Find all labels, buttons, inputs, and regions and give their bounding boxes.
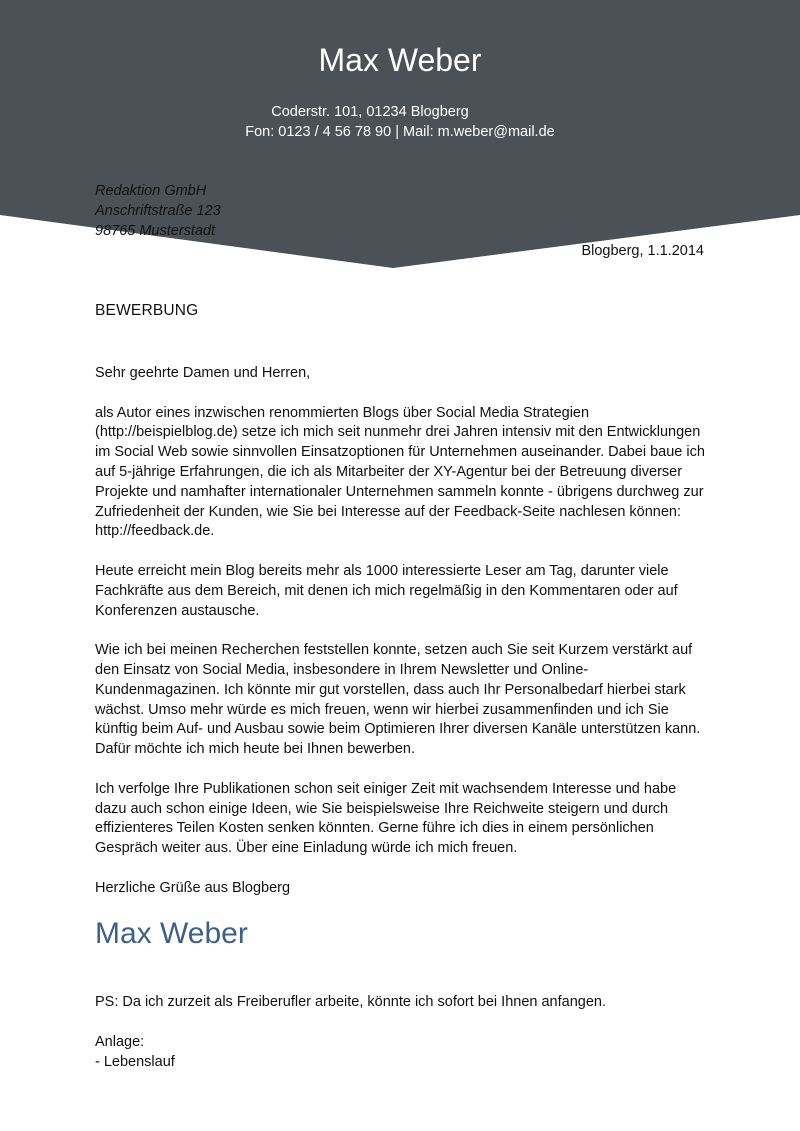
letter-date: Blogberg, 1.1.2014 <box>581 243 704 259</box>
recipient-address <box>95 181 221 241</box>
header-contact: Fon: 0123 / 4 56 78 90 | Mail: m.weber@mail.de <box>245 124 555 140</box>
body-paragraph: als Autor eines inzwischen renommierten Blogs über Social Media Strategien (http://beispielblog.de) setze ich mich seit nunmehr drei Jahren intensiv mit den Entwicklungen im Social Web sowie sinnvollen Einsatzoptionen für Unternehmen auseinander. Dabei baue ich auf 5-jährige Erfahrungen, die ich als Mitarbeiter der XY-Agentur bei der Betreuung diverser Projekte und namhafter internationaler Unternehmen sammeln konnte - übrigens durchweg zur Zufriedenheit der Kunden, wie Sie bei Interesse auf der Feedback-Seite nachlesen können: http://feedback.de. <box>95 404 705 540</box>
signature-name: Max Weber <box>95 917 248 950</box>
body-paragraph: Ich verfolge Ihre Publikationen schon seit einiger Zeit mit wachsendem Interesse und habe dazu auch schon einige Ideen, wie Sie beispielsweise Ihre Reichweite steigern und durch effizienteres Teilen Kosten senken könnten. Gerne führe ich dies in einem persönlichen Gespräch weiter aus. Über eine Einladung würde ich mich freuen. <box>95 780 677 857</box>
body-paragraph: Wie ich bei meinen Recherchen feststellen konnte, setzen auch Sie seit Kurzem verstärkt auf den Einsatz von Social Media, insbesondere in Ihrem Newsletter und Online-Kundenmagazinen. Ich könnte mir gut vorstellen, dass auch Ihr Personalbedarf hierbei stark wächst. Umso mehr würde es mich freuen, wenn wir hierbei zusammenfinden und ich Sie künftig beim Auf- und Ausbau sowie beim Optimieren Ihrer diversen Kanäle unterstützen kann. Dafür möchte ich mich heute bei Ihnen bewerben. <box>95 642 701 758</box>
letter-body <box>95 364 707 918</box>
header-name: Max Weber <box>318 42 482 78</box>
closing: Herzliche Grüße aus Blogberg <box>95 879 291 896</box>
recipient-company: Redaktion GmbH <box>95 183 207 199</box>
letter-subject: BEWERBUNG <box>95 302 199 319</box>
recipient-city: 98765 Musterstadt <box>95 223 216 239</box>
salutation: Sehr geehrte Damen und Herren, <box>95 365 311 381</box>
recipient-street: Anschriftstraße 123 <box>95 203 221 219</box>
attachment-item: - Lebenslauf <box>95 1054 175 1070</box>
postscript: PS: Da ich zurzeit als Freiberufler arbeite, könnte ich sofort bei Ihnen anfangen. <box>95 994 607 1010</box>
body-paragraph: Heute erreicht mein Blog bereits mehr als 1000 interessierte Leser am Tag, darunter viele Fachkräfte aus dem Bereich, mit denen ich mich regelmäßig in den Kommentaren oder auf Konferenzen austausche. <box>95 562 678 619</box>
attachments-label: Anlage: <box>95 1034 145 1050</box>
header-address: Coderstr. 101, 01234 Blogberg <box>271 104 469 120</box>
attachments <box>95 1032 175 1072</box>
